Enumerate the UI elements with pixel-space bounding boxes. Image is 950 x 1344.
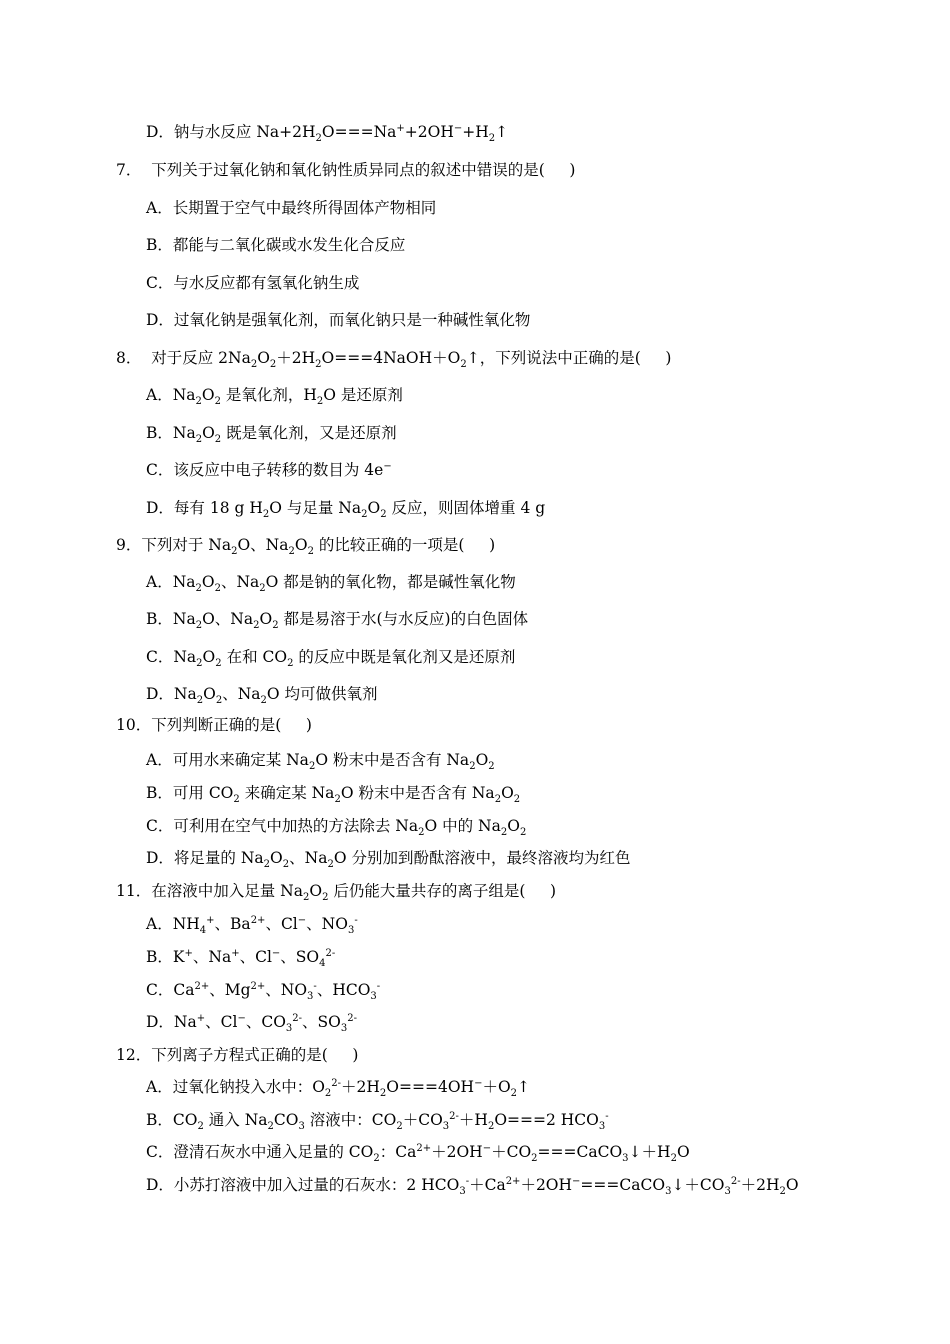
answer-option: B．$CO_2$ 通入 $Na_2CO_3$ 溶液中：$CO_2+CO_3^{2-}+H_2O===2$ $HCO_3^-$ [146, 1110, 609, 1133]
answer-option: A．可用水来确定某 $Na_2O$ 粉末中是否含有 $Na_2O_2$ [146, 751, 495, 773]
answer-option: B．K+、Na+、Cl−、$SO_4^{2-}$ [146, 947, 336, 970]
answer-option: A．$NH_4^+$、$Ba^{2+}$、Cl−、$NO_3^-$ [146, 914, 358, 937]
answer-option: D．将足量的 $Na_2O_2$、$Na_2O$ 分别加到酚酞溶液中，最终溶液均为红色 [146, 849, 631, 871]
answer-option: D．每有 18 g $H_2O$ 与足量 $Na_2O_2$ 反应，则固体增重 4 g [146, 499, 546, 521]
answer-option: B．可用 $CO_2$ 来确定某 $Na_2O$ 粉末中是否含有 $Na_2O_2$ [146, 784, 521, 806]
question-stem: 8． 对于反应 $2Na_2O_2+2H_2O===4NaOH+O_2↑$，下列说法中正确的是( ) [116, 349, 672, 371]
answer-option: B．$Na_2O$、$Na_2O_2$ 都是易溶于水(与水反应)的白色固体 [146, 610, 529, 632]
answer-option: C．澄清石灰水中通入足量的 $CO_2$：$Ca^{2+}+2OH^-+CO_2===CaCO_3↓+H_2O$ [146, 1142, 690, 1165]
answer-option: D．过氧化钠是强氧化剂，而氧化钠只是一种碱性氧化物 [146, 311, 531, 329]
question-stem: 7． 下列关于过氧化钠和氧化钠性质异同点的叙述中错误的是( ) [116, 161, 576, 179]
answer-option: D．$Na_2O_2$、$Na_2O$ 均可做供氧剂 [146, 685, 378, 707]
answer-option: A．过氧化钠投入水中：$O_2^{2-}+2H_2O===4OH^-+O_2↑$ [146, 1077, 531, 1100]
answer-option: D．钠与水反应 $Na+2H_2O===Na^++2OH^-+H_2↑$ [146, 122, 509, 145]
question-stem: 9．下列对于 $Na_2O$、$Na_2O_2$ 的比较正确的一项是( ) [116, 536, 496, 558]
answer-option: D．Na+、Cl−、$CO_3^{2-}$、$SO_3^{2-}$ [146, 1012, 357, 1035]
answer-option: D．小苏打溶液中加入过量的石灰水：2 $HCO_3^-+Ca^{2+}+2OH^-===CaCO_3↓+CO_3^{2-}+2H_2O$ [146, 1175, 799, 1198]
question-stem: 10．下列判断正确的是( ) [116, 716, 312, 734]
answer-option: C．与水反应都有氢氧化钠生成 [146, 274, 360, 292]
answer-option: C．$Na_2O_2$ 在和 $CO_2$ 的反应中既是氧化剂又是还原剂 [146, 648, 516, 670]
question-stem: 12．下列离子方程式正确的是( ) [116, 1046, 359, 1064]
answer-option: C．$Ca^{2+}$、$Mg^{2+}$、$NO_3^-$、$HCO_3^-$ [146, 980, 381, 1003]
answer-option: B．都能与二氧化碳或水发生化合反应 [146, 236, 406, 254]
answer-option: A．$Na_2O_2$ 是氧化剂，$H_2O$ 是还原剂 [146, 386, 403, 408]
answer-option: A．长期置于空气中最终所得固体产物相同 [146, 199, 437, 217]
question-stem: 11．在溶液中加入足量 $Na_2O_2$ 后仍能大量共存的离子组是( ) [116, 882, 557, 904]
answer-option: C．该反应中电子转移的数目为 4e− [146, 460, 392, 479]
answer-option: C．可利用在空气中加热的方法除去 $Na_2O$ 中的 $Na_2O_2$ [146, 817, 527, 839]
answer-option: B．$Na_2O_2$ 既是氧化剂，又是还原剂 [146, 424, 397, 446]
answer-option: A．$Na_2O_2$、$Na_2O$ 都是钠的氧化物，都是碱性氧化物 [146, 573, 516, 595]
